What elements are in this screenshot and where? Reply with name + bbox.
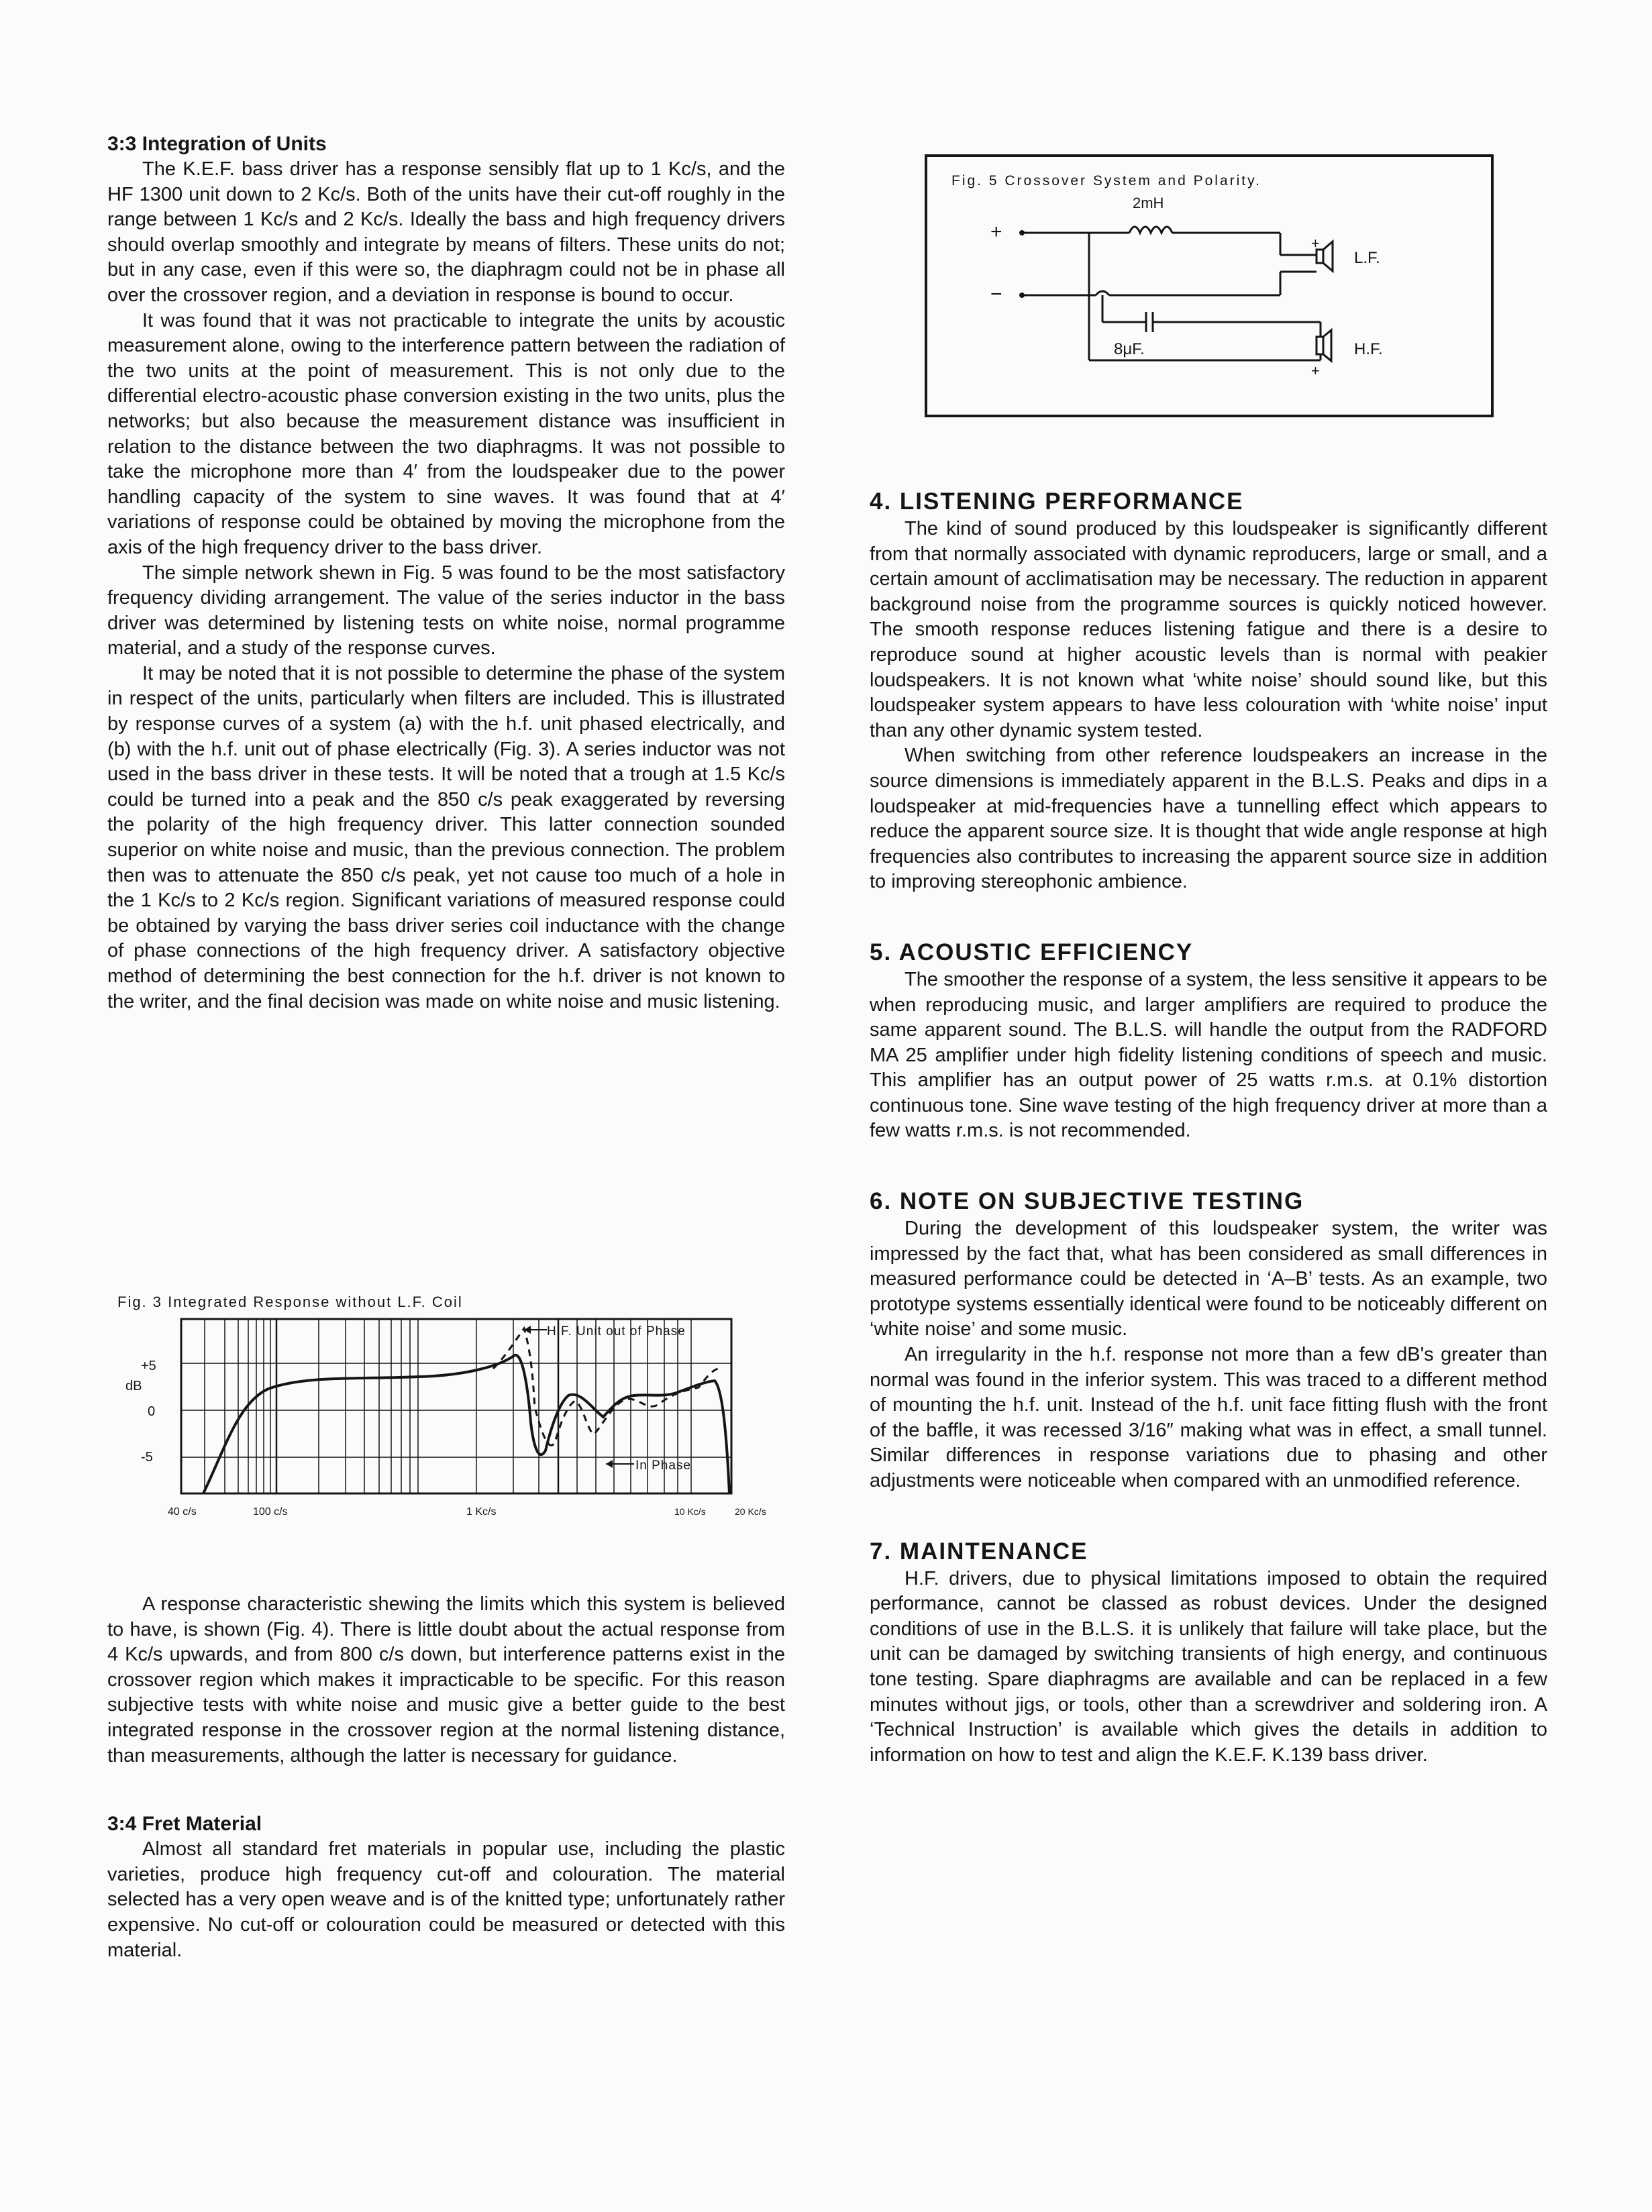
x-tick-label: 20 Kc/s (735, 1506, 766, 1517)
x-tick-label: 40 c/s (168, 1506, 197, 1518)
section-4-heading: 4. LISTENING PERFORMANCE (870, 488, 1244, 515)
left-column-bottom (107, 1592, 785, 1963)
left-column-top (107, 131, 785, 1014)
paragraph: The kind of sound produced by this loudspeaker is significantly different from that normally associated with dynamic reproducers, large or small, and a certain amount of acclimatisation may be necessary. The reduction in apparent background noise from the programme sources is quickly noticed however. The smooth response reduces listening fatigue and there is a desire to reproduce sound at higher acoustic levels than is normal with peakier loudspeakers. It is not known what ‘white noise’ should sound like, but this loudspeaker system appears to have less colouration with ‘white noise’ input than any other dynamic system tested. (870, 518, 1547, 741)
minus-terminal-label: − (990, 283, 1002, 305)
section-5-heading: 5. ACOUSTIC EFFICIENCY (870, 939, 1194, 965)
out-of-phase-label: H.F. Unit out of Phase (547, 1324, 686, 1338)
inductor-label: 2mH (1133, 195, 1164, 211)
terminal-dot (1019, 230, 1025, 235)
paragraph: The smoother the response of a system, the less sensitive it appears to be when reproducing music, and larger amplifiers are required to produce the same apparent sound. The B.L.S. will handle the output from the RADFORD MA 25 amplifier under high fidelity listening conditions of speech and music. This amplifier has an output power of 25 watts r.m.s. at 0.1% distortion continuous tone. Sine wave testing of the high frequency driver at more than a few watts r.m.s. is not recommended. (870, 968, 1547, 1142)
figure-5-frame (926, 156, 1492, 416)
hf-speaker-icon (1317, 330, 1331, 361)
figure-5-circuit (925, 154, 1494, 417)
y-tick-label: -5 (141, 1450, 153, 1465)
paragraph: A response characteristic shewing the limits which this system is believed to have, is shown (Fig. 4). There is little doubt about the actual response from 4 Kc/s upwards, and from 800 c/s down, but interference patterns exist in the crossover region which makes it impracticable to be specific. For this reason subjective tests with white noise and music give a better guide to the best integrated response in the crossover region at the normal listening distance, than measurements, although the latter is necessary for guidance. (107, 1593, 785, 1767)
paragraph: An irregularity in the h.f. response not more than a few dB's greater than normal was found in the inferior system. This was traced to a different method of mounting the h.f. unit. Instead of the h.f. unit face fitting flush with the front of the baffle, it was recessed 3/16″ making what was in effect, a small tunnel. Similar differences in response variations due to phasing and other adjustments were noticeable when compared with an unmodified reference. (870, 1344, 1547, 1491)
lf-plus-label: + (1311, 235, 1320, 252)
in-phase-label: In Phase (635, 1459, 691, 1473)
figure-3-caption: Fig. 3 Integrated Response without L.F. Coil (117, 1294, 463, 1310)
hf-plus-label: + (1311, 362, 1320, 379)
y-tick-label: 0 (148, 1404, 156, 1419)
y-tick-label: +5 (141, 1359, 156, 1373)
x-tick-label: 100 c/s (253, 1506, 288, 1518)
paragraph: The K.E.F. bass driver has a response sensibly flat up to 1 Kc/s, and the HF 1300 unit down to 2 Kc/s. Both of the units have their cut-off roughly in the range between 1 Kc/s and 2 Kc/s. Ideally the bass and high frequency drivers should overlap smoothly and integrate by means of filters. These units do not; but in any case, even if this were so, the diaphragm could not be in phase all over the crossover region, and a deviation in response is bound to occur. (107, 158, 785, 306)
paragraph: The simple network shewn in Fig. 5 was found to be the most satisfactory frequency dividing arrangement. The value of the series inductor in the bass driver was determined by listening tests on white noise, normal programme material, and a study of the response curves. (107, 562, 785, 660)
circuit-wiring (1022, 227, 1321, 360)
section-7-heading: 7. MAINTENANCE (870, 1538, 1088, 1565)
figure-3-graph (117, 1288, 802, 1530)
figure-5-caption: Fig. 5 Crossover System and Polarity. (951, 173, 1261, 189)
section-3-4-heading: 3:4 Fret Material (107, 1813, 262, 1836)
plus-terminal-label: + (990, 221, 1002, 243)
paragraph: H.F. drivers, due to physical limitations imposed to obtain the required performance, cannot be classed as robust devices. Under the designed conditions of use in the B.L.S. it is unlikely that failure will take place, but the unit can be damaged by switching transients of high energy, and continuous tone testing. Spare diaphragms are available and can be replaced in a few minutes without jigs, or tools, other than a screwdriver and soldering iron. A ‘Technical Instruction’ is available which gives the details in addition to information on how to test and align the K.E.F. K.139 bass driver. (870, 1567, 1547, 1766)
arrowhead-icon (524, 1326, 531, 1334)
paragraph: Almost all standard fret materials in popular use, including the plastic varieties, produce high frequency cut-off and colouration. The material selected has a very open weave and is of the knitted type; unfortunately rather expensive. No cut-off or colouration could be measured or detected with this material. (107, 1838, 785, 1961)
x-tick-label: 1 Kc/s (466, 1506, 497, 1518)
terminal-dot (1019, 293, 1025, 298)
section-3-3-heading: 3:3 Integration of Units (107, 133, 327, 155)
right-column (870, 487, 1547, 1768)
paragraph: During the development of this loudspeaker system, the writer was impressed by the fact that, what has been considered as small differences in measured performance could be detected in ‘A–B’ tests. As an example, two prototype systems essentially identical were found to be noticeably different on ‘white noise’ and some music. (870, 1218, 1547, 1340)
in-phase-curve (203, 1355, 729, 1493)
hf-label: H.F. (1354, 340, 1383, 358)
lf-speaker-icon (1280, 242, 1333, 272)
capacitor-label: 8μF. (1114, 340, 1145, 358)
x-tick-label: 10 Kc/s (674, 1506, 706, 1517)
paragraph: When switching from other reference loudspeakers an increase in the source dimensions is immediately apparent in the B.L.S. Peaks and dips in a loudspeaker at mid-frequencies have a tunnelling effect which appears to reduce the apparent source size. It is thought that wide angle response at high frequencies also contributes to increasing the apparent source size in addition to improving stereophonic ambience. (870, 745, 1547, 893)
arrowhead-icon (606, 1460, 613, 1468)
paragraph: It may be noted that it is not possible to determine the phase of the system in respect of the units, particularly when filters are included. This is illustrated by response curves of a system (a) with the h.f. unit phased electrically, and (b) with the h.f. unit out of phase electrically (Fig. 3). A series inductor was not used in the bass driver in these tests. It will be noted that a trough at 1.5 Kc/s could be turned into a peak and the 850 c/s peak exaggerated by reversing the polarity of the high frequency driver. This latter connection sounded superior on white noise and music, than the previous connection. The problem then was to attenuate the 850 c/s peak, yet not cause too much of a hole in the 1 Kc/s to 2 Kc/s region. Significant variations of measured response could be obtained by varying the bass driver series coil inductance with the change of phase connections of the high frequency driver. A satisfactory objective method of determining the best connection for the h.f. driver is not known to the writer, and the final decision was made on white noise and music listening. (107, 662, 785, 1012)
y-unit-label: dB (125, 1379, 142, 1393)
figure-3 (117, 1288, 802, 1530)
paragraph: It was found that it was not practicable to integrate the units by acoustic measurement alone, owing to the interference pattern between the radiation of the two units at the point of measurement. This is not only due to the differential electro-acoustic phase conversion existing in the two units, plus the networks; but also because the measurement distance was insufficient in relation to the distance between the two diaphragms. It was not possible to take the microphone more than 4′ from the loudspeaker due to the power handling capacity of the system to sine waves. It was found that at 4′ variations of response could be obtained by moving the microphone from the axis of the high frequency driver to the bass driver. (107, 309, 785, 558)
figure-5 (925, 154, 1494, 417)
section-6-heading: 6. NOTE ON SUBJECTIVE TESTING (870, 1188, 1304, 1215)
lf-label: L.F. (1354, 249, 1380, 267)
